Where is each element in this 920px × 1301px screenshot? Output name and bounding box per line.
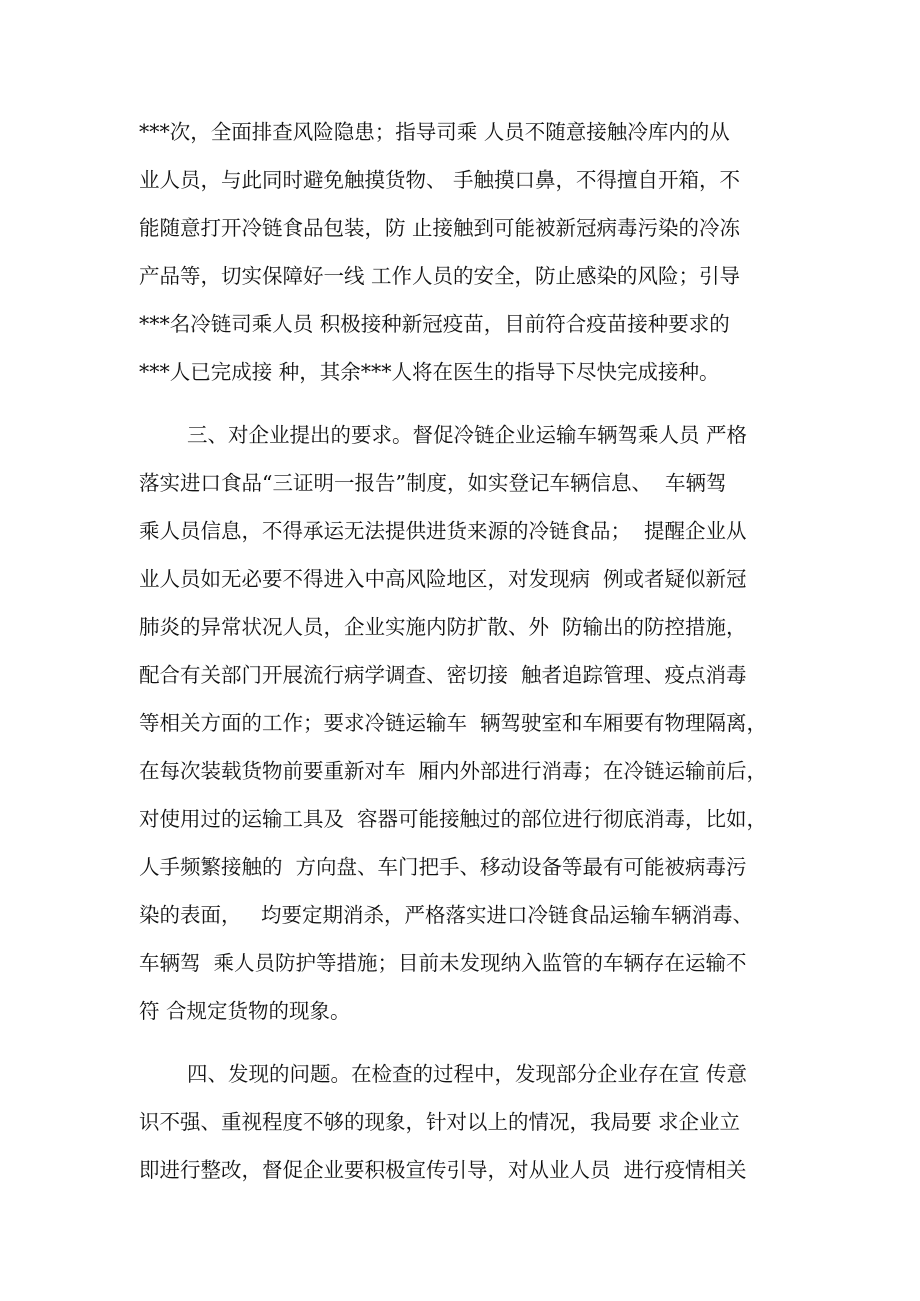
section-heading-line: 三、对企业提出的要求。督促冷链企业运输车辆驾乘人员 严格: [187, 423, 748, 447]
text-line: ***人已完成接 种，其余***人将在医生的指导下尽快完成接种。: [139, 360, 720, 384]
text-line: 能随意打开冷链食品包装，防 止接触到可能被新冠病毒污染的冷冻: [139, 216, 741, 240]
text-line: 业人员如无必要不得进入中高风险地区，对发现病 例或者疑似新冠: [139, 567, 747, 591]
text-line: 人手频繁接触的 方向盘、车门把手、移动设备等最有可能被病毒污: [139, 855, 747, 879]
text-line: 在每次装载货物前要重新对车 厢内外部进行消毒；在冷链运输前后，: [139, 759, 768, 783]
text-line: 即进行整改，督促企业要积极宣传引导，对从业人员 进行疫情相关: [139, 1158, 747, 1182]
section-heading-line: 四、发现的问题。在检查的过程中，发现部分企业存在宣 传意: [187, 1062, 748, 1086]
text-line: 染的表面， 均要定期消杀，严格落实进口冷链食品运输车辆消毒、: [139, 903, 754, 927]
text-line: 落实进口食品“三证明一报告”制度，如实登记车辆信息、 车辆驾: [139, 471, 727, 495]
text-line: 配合有关部门开展流行病学调查、密切接 触者追踪管理、疫点消毒: [139, 663, 747, 687]
text-line: 等相关方面的工作；要求冷链运输车 辆驾驶室和车厢要有物理隔离，: [139, 711, 768, 735]
text-line: 产品等，切实保障好一线 工作人员的安全，防止感染的风险；引导: [139, 264, 741, 288]
text-line: 识不强、重视程度不够的现象，针对以上的情况，我局要 求企业立: [139, 1110, 741, 1134]
text-line: ***次，全面排查风险隐患；指导司乘 人员不随意接触冷库内的从: [139, 120, 730, 144]
text-line: 肺炎的异常状况人员，企业实施内防扩散、外 防输出的防控措施，: [139, 615, 747, 639]
text-line: 符 合规定货物的现象。: [139, 999, 351, 1023]
text-line: 对使用过的运输工具及 容器可能接触过的部位进行彻底消毒，比如，: [139, 807, 768, 831]
text-line: ***名冷链司乘人员 积极接种新冠疫苗，目前符合疫苗接种要求的: [139, 312, 730, 336]
text-line: 业人员，与此同时避免触摸货物、 手触摸口鼻，不得擅自开箱，不: [139, 168, 741, 192]
text-line: 乘人员信息，不得承运无法提供进货来源的冷链食品； 提醒企业从: [139, 519, 747, 543]
text-line: 车辆驾 乘人员防护等措施；目前未发现纳入监管的车辆存在运输不: [139, 951, 747, 975]
